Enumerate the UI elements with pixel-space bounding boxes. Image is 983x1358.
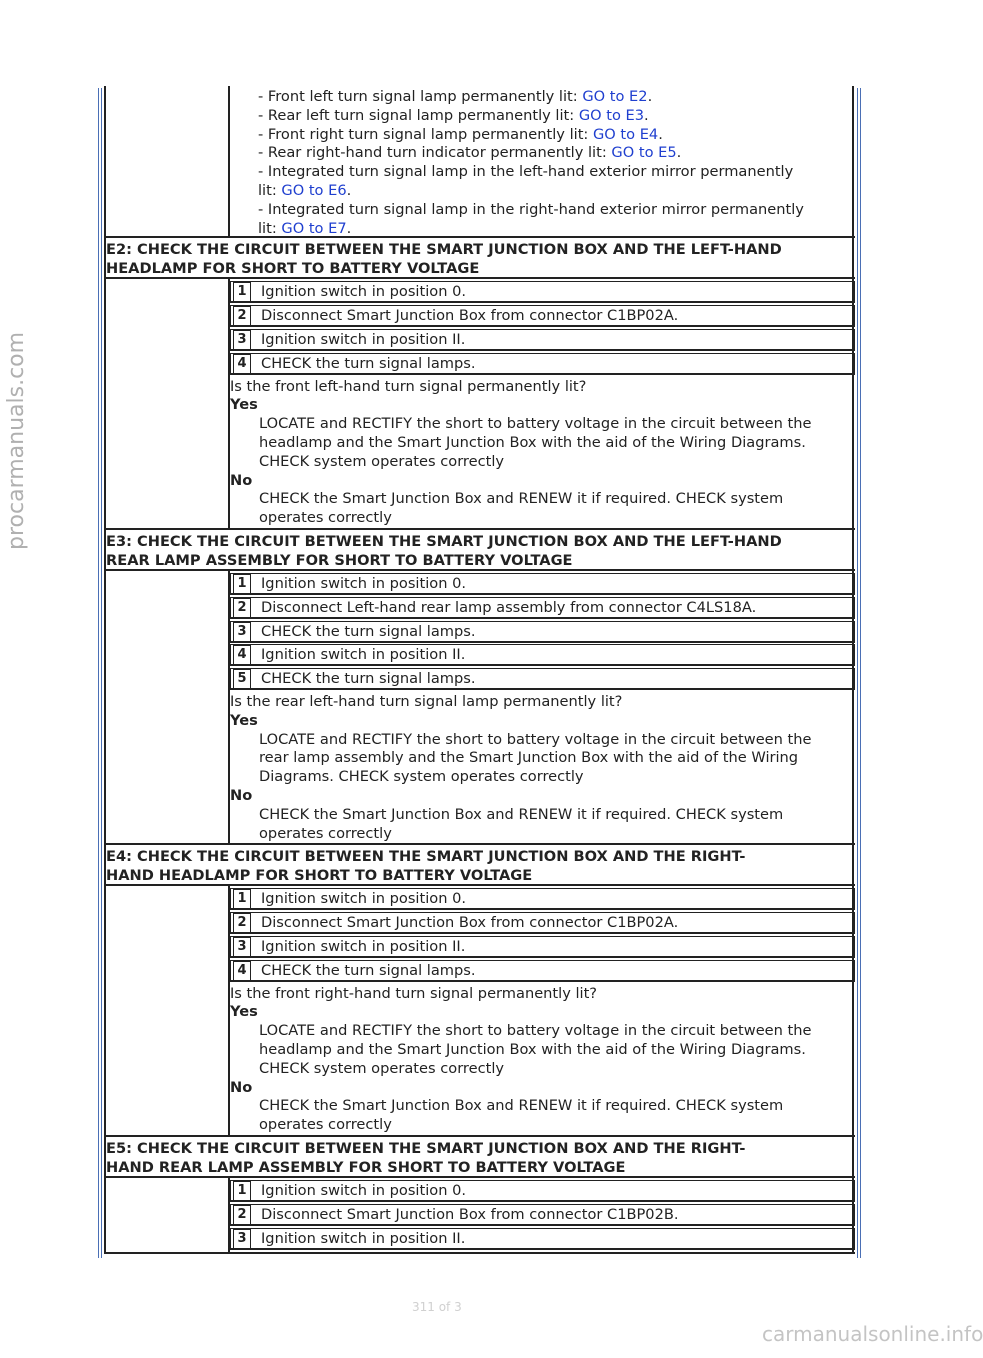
- yes-action-line: LOCATE and RECTIFY the short to battery voltage in the circuit between the: [259, 1022, 812, 1040]
- step-number: 4: [233, 961, 251, 981]
- intro-punct: .: [676, 144, 682, 162]
- step-row: [230, 1180, 855, 1202]
- no-action-line: operates correctly: [259, 1116, 392, 1134]
- yes-action-line: headlamp and the Smart Junction Box with the aid of the Wiring Diagrams.: [259, 434, 806, 451]
- intro-line: [258, 163, 793, 182]
- step-text: Ignition switch in position 0.: [261, 890, 467, 908]
- section-title-rule: [104, 884, 855, 886]
- step-number: 1: [233, 889, 251, 909]
- step-row: [230, 329, 855, 351]
- intro-text: - Front right turn signal lamp permanently lit:: [258, 125, 593, 143]
- yes-action-line: LOCATE and RECTIFY the short to battery voltage in the circuit between the: [259, 415, 812, 433]
- section-rule: [104, 843, 855, 845]
- yes-action-line: CHECK system operates correctly: [259, 1059, 505, 1077]
- step-number: 3: [233, 937, 251, 957]
- section-title: HAND HEADLAMP FOR SHORT TO BATTERY VOLTAGE: [106, 866, 533, 884]
- step-text: Disconnect Smart Junction Box from connector C1BP02B.: [261, 1205, 679, 1223]
- question-text: Is the rear left-hand turn signal lamp permanently lit?: [230, 693, 623, 710]
- page-number: 311 of 3: [412, 1300, 462, 1314]
- goto-link[interactable]: GO to E2: [582, 88, 648, 105]
- intro-punct: .: [346, 219, 352, 237]
- intro-line: [258, 107, 649, 126]
- step-number: 1: [233, 574, 251, 594]
- yes-label: Yes: [230, 396, 258, 414]
- step-number: 3: [233, 330, 251, 350]
- step-text: Ignition switch in position 0.: [261, 283, 467, 301]
- right-margin-line-outer: [860, 88, 861, 1258]
- step-text: Disconnect Smart Junction Box from connector C1BP02A.: [261, 307, 679, 325]
- goto-link[interactable]: GO to E7: [281, 219, 347, 237]
- question-text: Is the front right-hand turn signal permanently lit?: [230, 984, 598, 1002]
- step-row: [230, 597, 855, 619]
- section-title: E4: CHECK THE CIRCUIT BETWEEN THE SMART JUNCTION BOX AND THE RIGHT-: [106, 848, 746, 866]
- table-divider: [228, 886, 230, 984]
- table-divider: [228, 693, 230, 845]
- step-number: 3: [233, 622, 251, 642]
- section-rule: [104, 1135, 855, 1137]
- intro-line: [258, 201, 804, 220]
- step-number: 5: [233, 669, 251, 689]
- yes-action-line: CHECK system operates correctly: [259, 452, 505, 470]
- no-action-line: CHECK the Smart Junction Box and RENEW it if required. CHECK system: [259, 1097, 784, 1115]
- step-text: Ignition switch in position 0.: [261, 575, 467, 592]
- intro-text: - Integrated turn signal lamp in the right-hand exterior mirror permanently: [258, 200, 804, 218]
- footer-watermark: carmanualsonline.info: [762, 1322, 983, 1346]
- step-text: Ignition switch in position 0.: [261, 1182, 467, 1199]
- yes-label: Yes: [230, 1003, 258, 1021]
- intro-punct: .: [647, 88, 653, 105]
- step-row: [230, 936, 855, 958]
- yes-action-line: headlamp and the Smart Junction Box with the aid of the Wiring Diagrams.: [259, 1041, 806, 1058]
- section-title: E5: CHECK THE CIRCUIT BETWEEN THE SMART JUNCTION BOX AND THE RIGHT-: [106, 1140, 746, 1157]
- step-text: CHECK the turn signal lamps.: [261, 622, 476, 640]
- step-number: 2: [233, 913, 251, 933]
- goto-link[interactable]: GO to E4: [592, 125, 659, 143]
- section-title-rule: [104, 277, 855, 279]
- yes-action-line: rear lamp assembly and the Smart Junction Box with the aid of the Wiring: [259, 749, 799, 767]
- side-watermark: procarmanuals.com: [4, 331, 29, 550]
- table-divider: [228, 279, 230, 377]
- no-action-line: CHECK the Smart Junction Box and RENEW it if required. CHECK system: [259, 805, 784, 823]
- table-divider: [228, 571, 230, 693]
- step-row: [230, 1204, 855, 1226]
- section-title: REAR LAMP ASSEMBLY FOR SHORT TO BATTERY VOLTAGE: [106, 551, 573, 569]
- table-divider: [228, 985, 230, 1137]
- step-text: Disconnect Smart Junction Box from connector C1BP02A.: [261, 914, 679, 932]
- section-title: HEADLAMP FOR SHORT TO BATTERY VOLTAGE: [106, 259, 480, 277]
- step-text: CHECK the turn signal lamps.: [261, 354, 476, 372]
- yes-label: Yes: [230, 711, 258, 729]
- step-text: Disconnect Left-hand rear lamp assembly from connector C4LS18A.: [261, 598, 757, 616]
- section-rule: [104, 528, 855, 530]
- goto-link[interactable]: GO to E5: [611, 144, 677, 162]
- intro-text: lit:: [258, 182, 282, 199]
- section-title-rule: [104, 569, 855, 571]
- no-action-line: operates correctly: [259, 509, 392, 527]
- step-number: 2: [233, 1205, 251, 1225]
- table-divider: [228, 86, 230, 238]
- step-row: [230, 960, 855, 982]
- step-text: CHECK the turn signal lamps.: [261, 670, 476, 688]
- section-title-rule: [104, 1176, 855, 1178]
- no-label: No: [230, 1078, 253, 1096]
- section-title: HAND REAR LAMP ASSEMBLY FOR SHORT TO BATTERY VOLTAGE: [106, 1158, 626, 1176]
- step-row: [230, 644, 855, 666]
- intro-text: - Rear right-hand turn indicator permanently lit:: [258, 144, 612, 162]
- yes-action-line: Diagrams. CHECK system operates correctly: [259, 768, 584, 786]
- step-text: Ignition switch in position II.: [261, 938, 466, 955]
- step-row: [230, 621, 855, 643]
- intro-line: [258, 126, 663, 145]
- step-number: 2: [233, 306, 251, 326]
- page-bottom-rule: [104, 1252, 855, 1254]
- no-label: No: [230, 471, 253, 489]
- goto-link[interactable]: GO to E3: [578, 106, 645, 124]
- left-margin-line-outer: [98, 88, 99, 1258]
- no-action-line: CHECK the Smart Junction Box and RENEW it if required. CHECK system: [259, 490, 784, 508]
- step-row: [230, 888, 855, 910]
- intro-line: [258, 144, 681, 163]
- step-number: 4: [233, 645, 251, 665]
- intro-punct: .: [658, 125, 663, 143]
- step-row: [230, 668, 855, 690]
- intro-punct: .: [644, 106, 649, 124]
- step-number: 1: [233, 282, 251, 302]
- intro-line: [258, 88, 652, 107]
- no-label: No: [230, 787, 253, 804]
- step-row: [230, 353, 855, 375]
- intro-text: - Integrated turn signal lamp in the left-hand exterior mirror permanently: [258, 163, 794, 181]
- document-page: [104, 86, 855, 1254]
- section-rule: [104, 236, 855, 238]
- step-text: Ignition switch in position II.: [261, 646, 466, 664]
- section-title: E2: CHECK THE CIRCUIT BETWEEN THE SMART JUNCTION BOX AND THE LEFT-HAND: [106, 241, 782, 259]
- step-number: 1: [233, 1181, 251, 1201]
- step-row: [230, 305, 855, 327]
- step-number: 3: [233, 1229, 251, 1249]
- section-title: E3: CHECK THE CIRCUIT BETWEEN THE SMART JUNCTION BOX AND THE LEFT-HAND: [106, 533, 782, 550]
- intro-text: - Front left turn signal lamp permanently lit:: [258, 88, 583, 105]
- intro-punct: .: [346, 182, 352, 199]
- step-row: [230, 281, 855, 303]
- step-number: 4: [233, 354, 251, 374]
- intro-text: - Rear left turn signal lamp permanently lit:: [258, 106, 579, 124]
- intro-text: lit:: [258, 219, 282, 237]
- step-text: Ignition switch in position II.: [261, 1229, 466, 1247]
- no-action-line: operates correctly: [259, 824, 392, 842]
- table-divider: [228, 1178, 230, 1252]
- right-margin-line-inner: [857, 88, 858, 1258]
- question-text: Is the front left-hand turn signal permanently lit?: [230, 377, 587, 395]
- step-text: Ignition switch in position II.: [261, 331, 466, 348]
- intro-line: [258, 182, 351, 201]
- step-number: 2: [233, 598, 251, 618]
- step-text: CHECK the turn signal lamps.: [261, 961, 476, 979]
- step-row: [230, 912, 855, 934]
- yes-action-line: LOCATE and RECTIFY the short to battery voltage in the circuit between the: [259, 730, 812, 748]
- table-divider: [228, 378, 230, 530]
- goto-link[interactable]: GO to E6: [281, 182, 347, 199]
- left-margin-line-inner: [101, 88, 102, 1258]
- step-row: [230, 1228, 855, 1250]
- step-row: [230, 573, 855, 595]
